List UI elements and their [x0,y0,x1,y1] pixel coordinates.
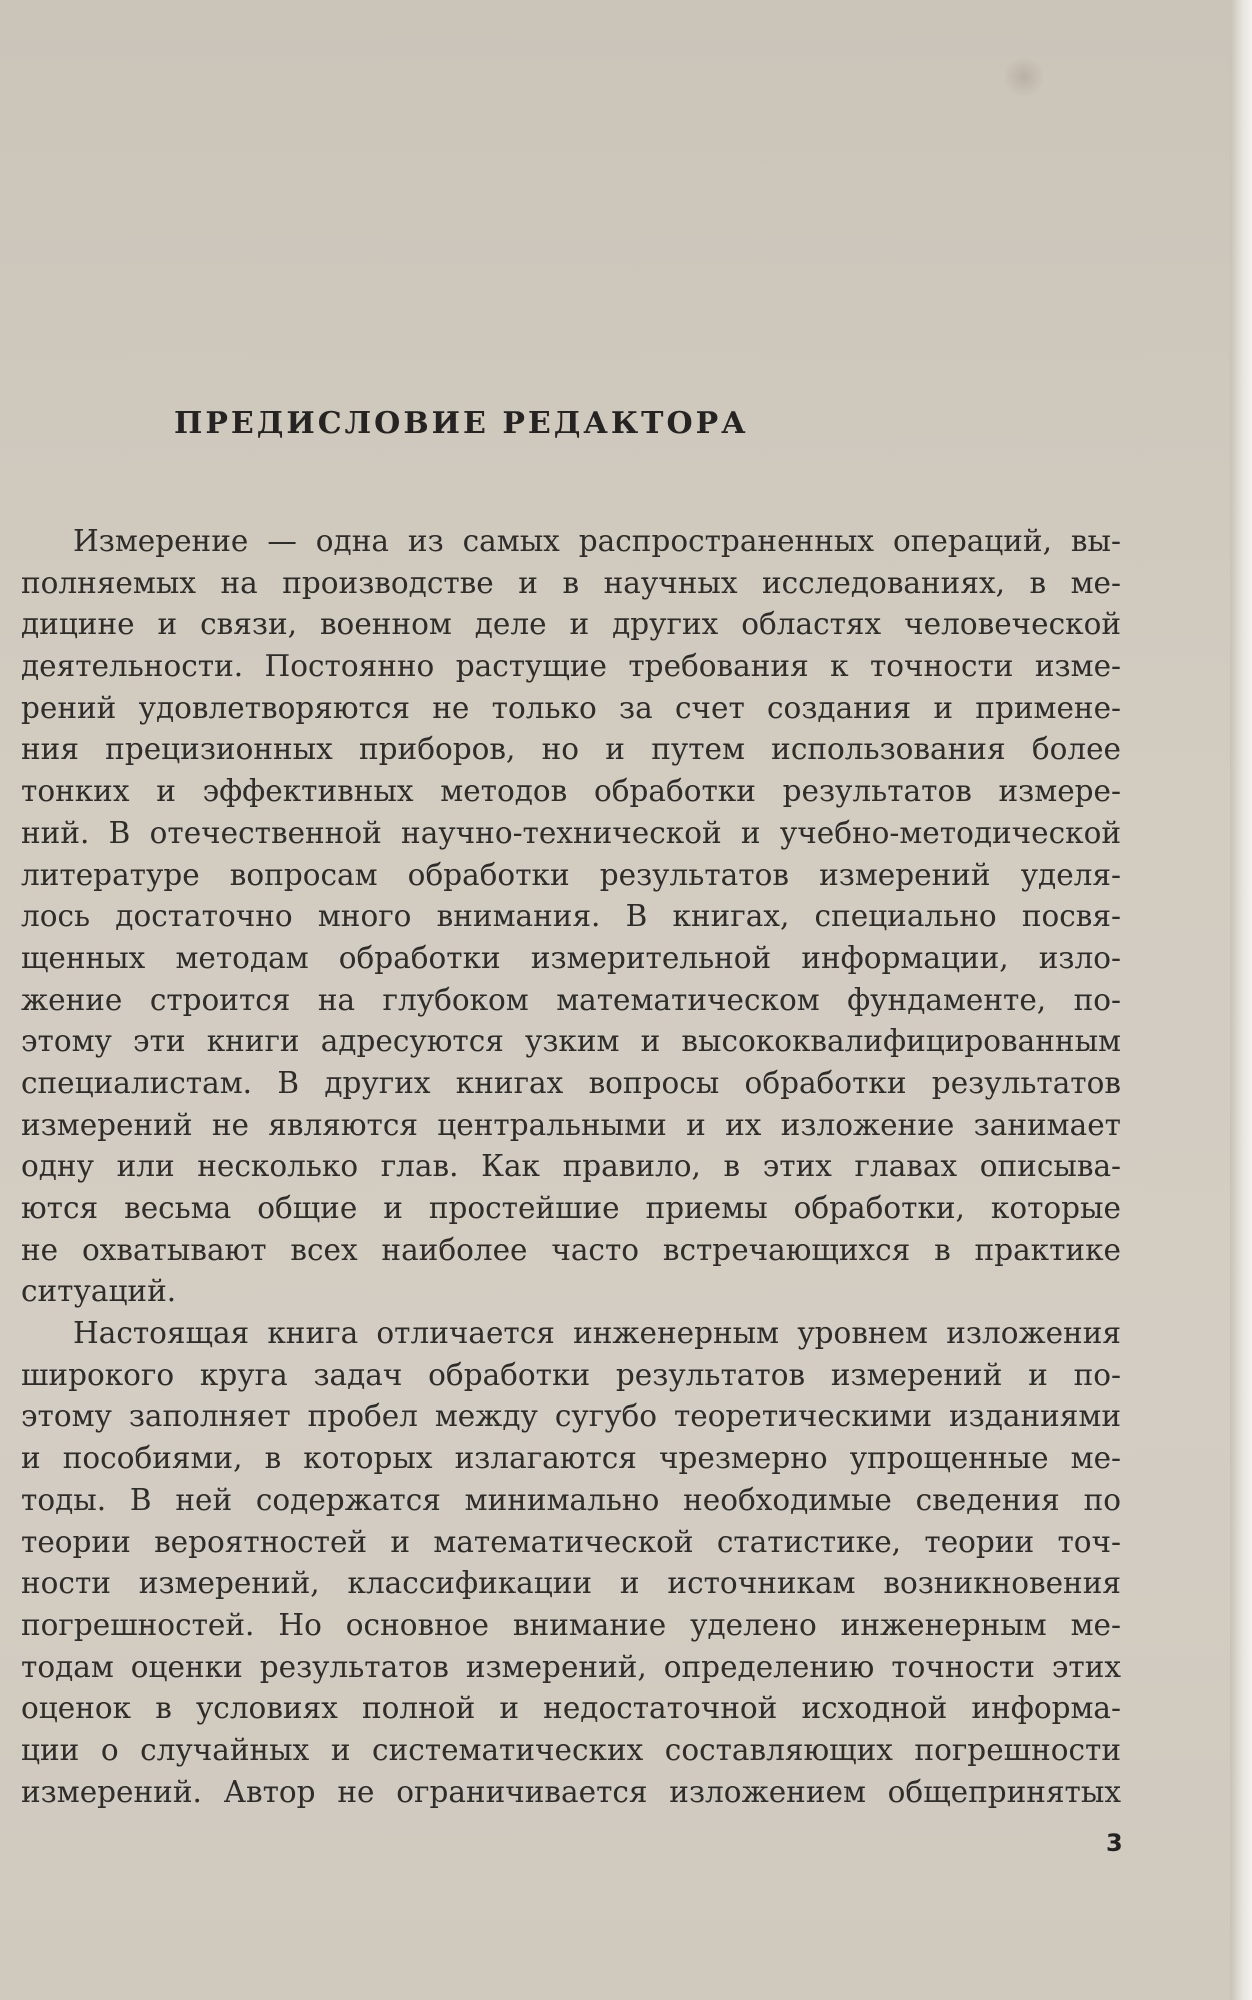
text-line: тонких и эффективных методов обработки результатов измере- [21,774,1121,809]
text-line: погрешностей. Но основное внимание уделено инженерным ме- [21,1607,1121,1642]
text-line: широкого круга задач обработки результатов измерений и по- [21,1357,1121,1392]
text-line: ния прецизионных приборов, но и путем использования более [21,732,1121,767]
text-line: теории вероятностей и математической статистике, теории точ- [21,1524,1121,1559]
body-text [21,521,1121,1813]
text-line: Измерение — одна из самых распространенных операций, вы- [73,524,1121,558]
text-line: одну или несколько глав. Как правило, в этих главах описыва- [21,1149,1121,1184]
text-line: лось достаточно много внимания. В книгах, специально посвя- [21,899,1121,934]
text-line: ний. В отечественной научно-технической и учебно-методической [21,815,1121,850]
text-line: дицине и связи, военном деле и других областях человеческой [21,607,1121,642]
text-line: измерений не являются центральными и их изложение занимает [21,1107,1121,1142]
text-line: тодам оценки результатов измерений, определению точности этих [21,1649,1121,1684]
page-number: 3 [1106,1829,1123,1857]
text-line: этому эти книги адресуются узким и высококвалифицированным [21,1024,1121,1059]
text-line: щенных методам обработки измерительной информации, изло- [21,940,1121,975]
text-line: ситуаций. [21,1274,177,1309]
page-edge [1230,0,1252,2000]
text-line: деятельности. Постоянно растущие требования к точности изме- [21,649,1121,684]
text-line: рений удовлетворяются не только за счет создания и примене- [21,690,1121,725]
text-line: полняемых на производстве и в научных исследованиях, в ме- [21,565,1121,600]
paper-stain [1005,58,1043,96]
text-line: измерений. Автор не ограничивается изложением общепринятых [21,1774,1121,1809]
text-line: ности измерений, классификации и источникам возникновения [21,1566,1121,1601]
text-line: жение строится на глубоком математическом фундаменте, по- [21,982,1121,1017]
text-line: этому заполняет пробел между сугубо теоретическими изданиями [21,1399,1121,1434]
text-line: оценок в условиях полной и недостаточной исходной информа- [21,1691,1121,1726]
text-line: ются весьма общие и простейшие приемы обработки, которые [21,1191,1121,1225]
text-line: литературе вопросам обработки результатов измерений уделя- [21,857,1121,892]
text-line: и пособиями, в которых излагаются чрезмерно упрощенные ме- [21,1441,1121,1476]
text-line: специалистам. В других книгах вопросы обработки результатов [21,1065,1121,1100]
text-line: ции о случайных и систематических составляющих погрешности [21,1732,1121,1767]
text-line: Настоящая книга отличается инженерным уровнем изложения [73,1316,1121,1351]
text-line: не охватывают всех наиболее часто встречающихся в практике [21,1232,1121,1267]
page-title: ПРЕДИСЛОВИЕ РЕДАКТОРА [174,406,749,441]
text-line: тоды. В ней содержатся минимально необходимые сведения по [21,1482,1121,1517]
